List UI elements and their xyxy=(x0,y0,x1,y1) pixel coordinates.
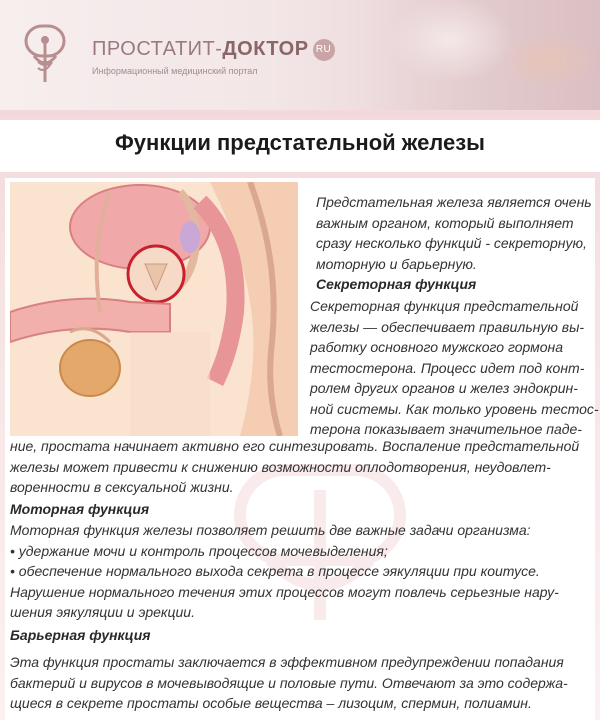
motor-intro: Моторная функция железы позволяет решить две важные задачи организма: xyxy=(10,522,531,538)
bullet-icon: • xyxy=(10,542,19,559)
motor-heading: Моторная функция xyxy=(10,501,150,517)
barrier-line: Эта функция простаты заключается в эффективном предупреждении попадания xyxy=(10,654,564,670)
secretory-line: воренности в сексуальной жизни. xyxy=(10,479,234,495)
tagline: Информационный медицинский портал xyxy=(92,66,258,76)
bullet-icon: • xyxy=(10,563,19,579)
secretory-line: железы может привести к снижению возможности оплодотворения, неудовлет- xyxy=(10,458,551,475)
motor-text xyxy=(10,520,595,623)
motor-outro-line: шения эякуляции и эрекции. xyxy=(10,604,195,620)
secretory-text-right xyxy=(310,296,600,440)
page-title: Функции предстательной железы xyxy=(115,130,485,155)
brand-name[interactable]: ПРОСТАТИТ-ДОКТОР RU xyxy=(92,38,335,61)
secretory-line: тестостерона. Процесс идет под конт- xyxy=(310,359,585,376)
secretory-line: ние, простата начинает активно его синтезировать. Воспаление предстательной xyxy=(10,438,580,454)
header xyxy=(0,0,600,110)
intro-text xyxy=(316,192,596,274)
intro-line: важным органом, который выполняет xyxy=(316,214,574,231)
barrier-line: бактерий и вирусов в мочевыводящие и половые пути. Отвечают за это содержа- xyxy=(10,674,568,691)
secretory-heading: Секреторная функция xyxy=(316,276,477,292)
secretory-text-full xyxy=(10,436,595,498)
secretory-line: железы — обеспечивает правильную вы- xyxy=(310,318,585,335)
secretory-line: ролем других органов и желез эндокрин- xyxy=(310,380,578,396)
intro-line: сразу несколько функций - секреторную, xyxy=(316,235,587,251)
secretory-line: терона показывает значительное паде- xyxy=(310,421,582,437)
barrier-heading: Барьерная функция xyxy=(10,627,151,643)
motor-bullet: • обеспечение нормального выхода секрета в процессе эякуляции при коитусе. xyxy=(10,563,540,579)
medical-logo-icon xyxy=(20,22,70,86)
barrier-text xyxy=(10,652,595,714)
intro-line: Предстательная железа является очень xyxy=(316,194,592,210)
barrier-line: щиеся в секрете простаты особые вещества – лизоцим, спермин, полиамин. xyxy=(10,695,532,711)
header-photo xyxy=(360,0,600,110)
intro-line: моторную и барьерную. xyxy=(316,255,477,272)
motor-outro-line: Нарушение нормального течения этих процессов могут повлечь серьезные нару- xyxy=(10,583,559,600)
motor-bullet: • удержание мочи и контроль процессов мочевыделения; xyxy=(10,542,388,559)
brand-domain-badge: RU xyxy=(313,39,335,61)
secretory-line: ной системы. Как только уровень тестос- xyxy=(310,400,599,417)
secretory-line: Секреторная функция предстательной xyxy=(310,298,579,314)
prostate-anatomy-illustration xyxy=(10,182,298,436)
secretory-line: работку основного мужского гормона xyxy=(310,339,563,355)
